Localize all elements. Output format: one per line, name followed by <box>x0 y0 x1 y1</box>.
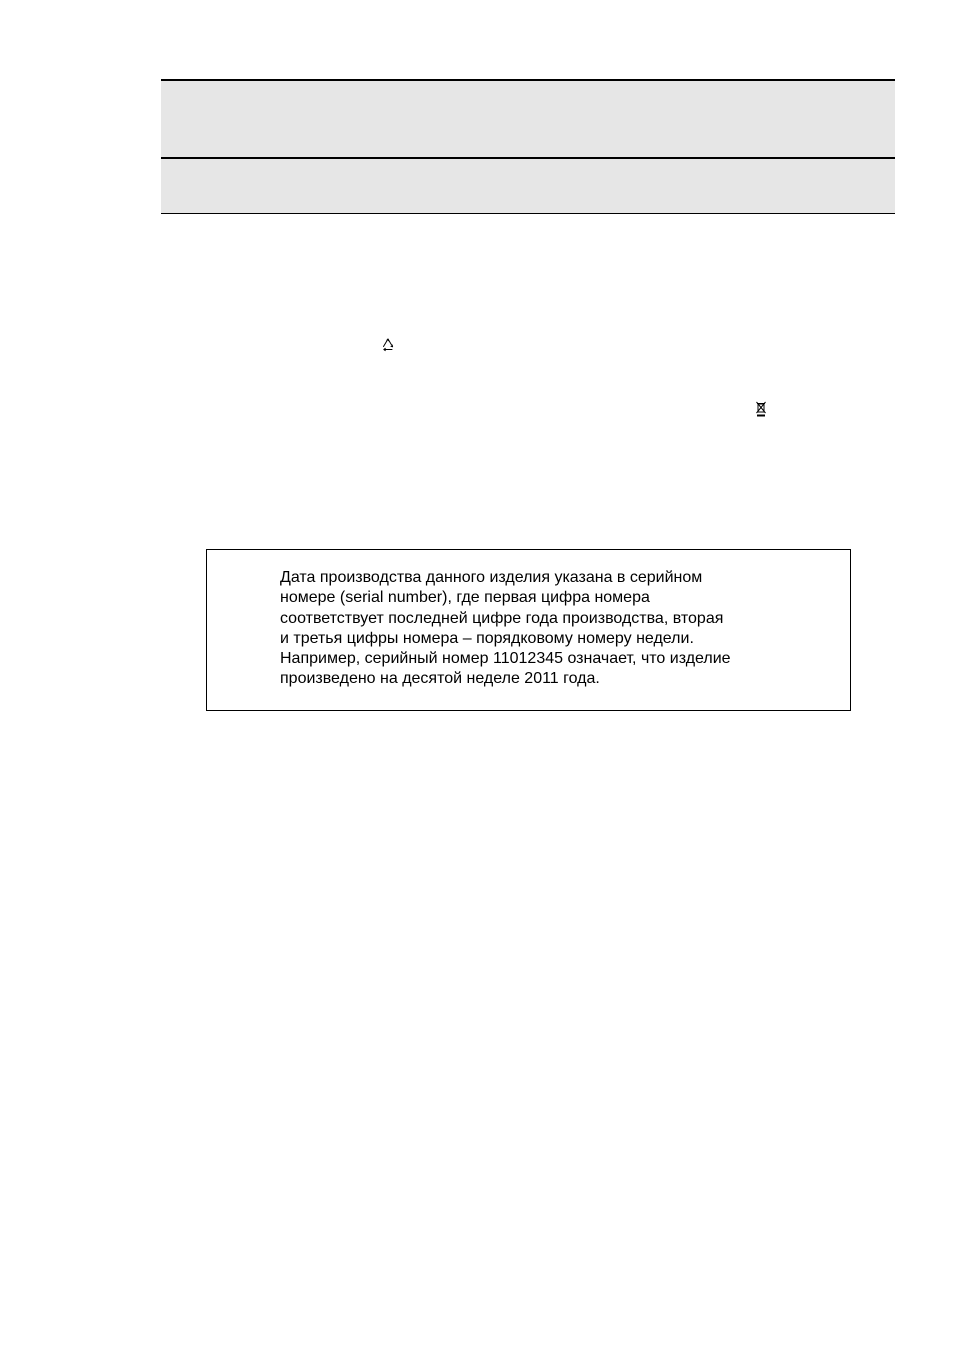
subheader-band <box>161 157 895 214</box>
header-band <box>161 79 895 157</box>
notice-text: Дата производства данного изделия указана в серийном номере (serial number), где первая цифра номера соответствует последней цифре года производства, вторая и третья цифры номера – порядковому номеру недели. Например, серийный номер 11012345 означает, что изделие произведено на десятой неделе 2011 года. <box>280 569 731 688</box>
manufacture-date-notice <box>206 549 851 711</box>
weee-icon <box>755 401 767 417</box>
recycle-icon <box>380 337 396 353</box>
